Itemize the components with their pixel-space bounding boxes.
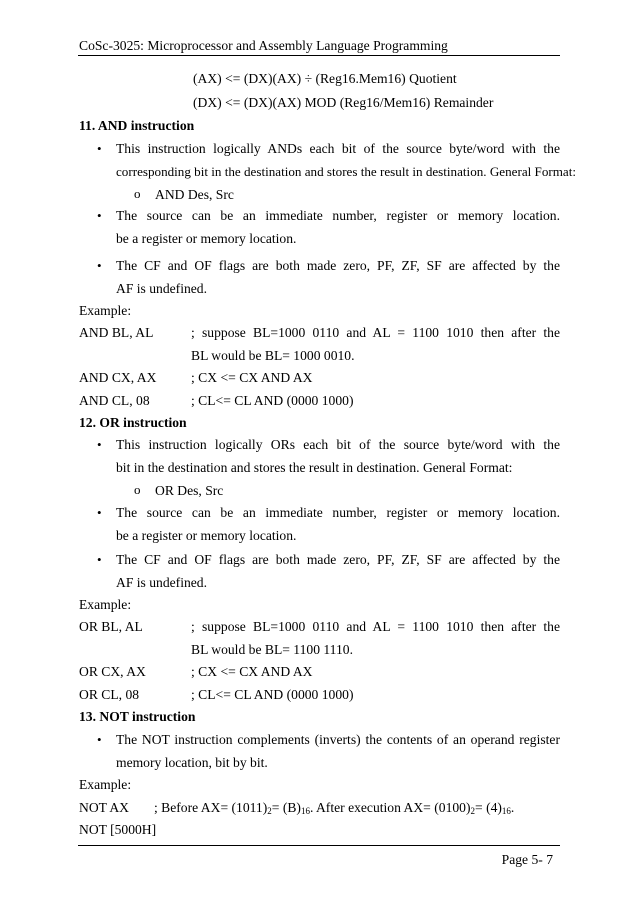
footer-rule	[78, 845, 560, 846]
not-bullet1-line1: The NOT instruction complements (inverts) the contents of an operand register	[116, 732, 560, 747]
not-bullet1-line2: memory location, bit by bit.	[116, 755, 268, 770]
quotient-line: (AX) <= (DX)(AX) ÷ (Reg16.Mem16) Quotient	[193, 71, 457, 86]
bullet-icon: •	[97, 258, 102, 273]
bullet-icon: •	[97, 732, 102, 747]
bullet-icon: •	[97, 505, 102, 520]
and-example1-comment-line2: BL would be BL= 1000 0010.	[191, 348, 355, 363]
bullet-icon: •	[97, 141, 102, 156]
header-rule	[78, 55, 560, 56]
and-bullet1-line1: This instruction logically ANDs each bit of the source byte/word with the	[116, 141, 560, 156]
or-bullet3-line2: AF is undefined.	[116, 575, 207, 590]
bullet-icon: •	[97, 208, 102, 223]
and-example1-comment-line1: ; suppose BL=1000 0110 and AL = 1100 1010 then after the	[191, 325, 560, 340]
not-example-label: Example:	[79, 777, 132, 792]
and-bullet2-line1: The source can be an immediate number, register or memory location.	[116, 208, 560, 223]
sub-bullet-icon: o	[134, 482, 141, 497]
or-bullet2-line1: The source can be an immediate number, register or memory location.	[116, 505, 560, 520]
or-bullet1-line2: bit in the destination and stores the result in destination. General Format:	[116, 460, 513, 475]
and-bullet2-line2: be a register or memory location.	[116, 231, 297, 246]
and-bullet3-line1: The CF and OF flags are both made zero, PF, ZF, SF are affected by the	[116, 258, 560, 273]
page-number: Page 5- 7	[501, 852, 553, 867]
not-example1-code: NOT AX	[79, 800, 129, 815]
not-heading: 13. NOT instruction	[79, 709, 196, 724]
and-heading: 11. AND instruction	[79, 118, 195, 133]
and-bullet3-line2: AF is undefined.	[116, 281, 207, 296]
page-header: CoSc-3025: Microprocessor and Assembly Language Programming	[79, 38, 448, 53]
or-bullet3-line1: The CF and OF flags are both made zero, PF, ZF, SF are affected by the	[116, 552, 560, 567]
sub-bullet-icon: o	[134, 186, 141, 201]
and-example2-comment: ; CX <= CX AND AX	[191, 370, 313, 385]
or-example2-comment: ; CX <= CX AND AX	[191, 664, 313, 679]
or-format: OR Des, Src	[155, 483, 224, 498]
and-example-label: Example:	[79, 303, 132, 318]
or-heading: 12. OR instruction	[79, 415, 187, 430]
and-format: AND Des, Src	[155, 187, 234, 202]
or-example-label: Example:	[79, 597, 132, 612]
or-bullet2-line2: be a register or memory location.	[116, 528, 297, 543]
remainder-line: (DX) <= (DX)(AX) MOD (Reg16/Mem16) Remainder	[193, 95, 494, 110]
not-example2-code: NOT [5000H]	[79, 822, 157, 837]
bullet-icon: •	[97, 437, 102, 452]
or-example1-code: OR BL, AL	[79, 619, 143, 634]
and-example3-comment: ; CL<= CL AND (0000 1000)	[191, 393, 354, 408]
and-bullet1-line2: corresponding bit in the destination and stores the result in destination. General Format:	[116, 164, 577, 179]
not-example1-comment: ; Before $AX= (1011)_2= (B)_{16}$. After execution $AX= (0100)_2= (4)_{16}$.	[154, 800, 515, 816]
or-example3-comment: ; CL<= CL AND (0000 1000)	[191, 687, 354, 702]
and-example2-code: AND CX, AX	[79, 370, 157, 385]
or-bullet1-line1: This instruction logically ORs each bit of the source byte/word with the	[116, 437, 560, 452]
or-example1-comment-line1: ; suppose BL=1000 0110 and AL = 1100 1010 then after the	[191, 619, 560, 634]
or-example3-code: OR CL, 08	[79, 687, 140, 702]
or-example1-comment-line2: BL would be BL= 1100 1110.	[191, 642, 353, 657]
bullet-icon: •	[97, 552, 102, 567]
or-example2-code: OR CX, AX	[79, 664, 146, 679]
and-example3-code: AND CL, 08	[79, 393, 150, 408]
and-example1-code: AND BL, AL	[79, 325, 154, 340]
